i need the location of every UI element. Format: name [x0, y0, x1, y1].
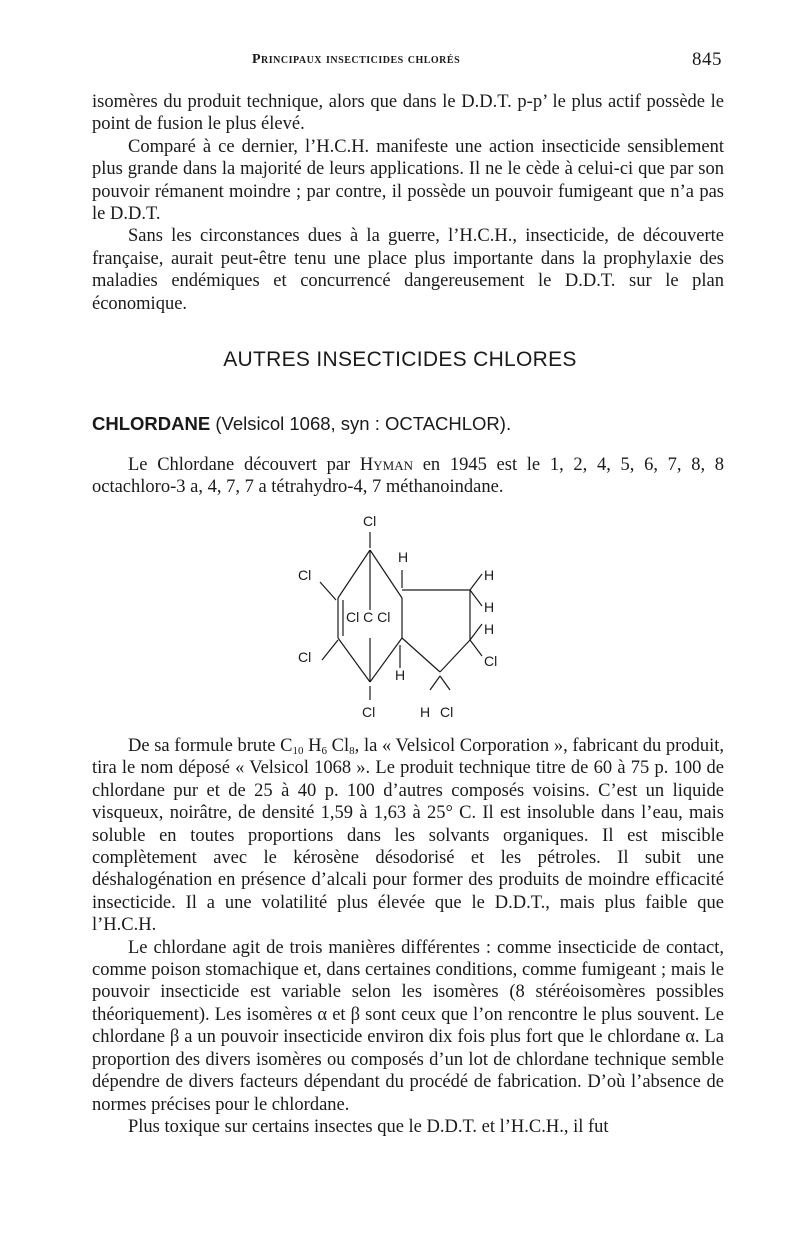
atom-cl-left-upper: Cl — [298, 567, 312, 583]
running-title: Principaux insecticides chlorés — [252, 52, 461, 67]
section-title: AUTRES INSECTICIDES CHLORES — [223, 348, 577, 371]
subscript-c: 10 — [292, 745, 304, 757]
atom-cl-left-lower: Cl — [298, 649, 312, 665]
discovery-text-after: en 1945 est le 1, 2, 4, 5, 6, 7, 8, 8 octachloro-3 a, 4, 7, 7 a tétrahydro-4, 7 méthanoindane. — [92, 455, 725, 498]
atom-h-bottom: H — [395, 667, 406, 683]
paragraph-toxicity: Plus toxique sur certains insectes que le D.D.T. et l’H.C.H., il fut — [128, 1116, 609, 1137]
subsection-name: CHLORDANE — [92, 413, 211, 434]
text-block-discovery — [92, 454, 724, 499]
subscript-cl: 8 — [349, 745, 355, 757]
atom-h-right-mid1: H — [484, 599, 495, 615]
formula-text-cl: Cl — [327, 736, 350, 756]
bridge-cl-c-cl: Cl C Cl — [346, 609, 391, 625]
subscript-h: 6 — [321, 745, 328, 757]
atom-cl-right-lower: Cl — [484, 653, 498, 669]
atom-cl-bottom-right: Cl — [440, 704, 454, 720]
paragraph-formula-properties — [92, 735, 724, 937]
properties-text: , la « Velsicol Corporation », fabricant du produit, tira le nom déposé « Velsicol 1068 ». Le produit technique titre de 60 à 75 p. 100 de chlordane pur et de 25 à 40 p. 100 d’autres composés voisins. C’est un liquide visqueux, noirâtre, de densité 1,59 à 1,63 à 25° C. Il est insoluble dans l’eau, mais soluble en toutes proportions dans les solvants organiques. Il est miscible complètement avec le kérosène désodorisé et les pétroles. Il subit une déshalogénation en présence d’alcali pour former des produits de moindre efficacité insecticide. Il a une volatilité plus élevée que le D.D.T., mais plus faible que l’H.C.H. — [92, 736, 724, 936]
paragraph-discovery — [92, 454, 724, 499]
author-name: Hyman — [359, 455, 413, 475]
atom-cl-bottom-left: Cl — [362, 704, 376, 720]
subsection-synonyms: (Velsicol 1068, syn : OCTACHLOR). — [215, 413, 512, 434]
chlordane-structural-formula — [270, 510, 530, 725]
subsection-heading — [92, 413, 732, 435]
text-block-properties — [92, 735, 724, 1138]
formula-text-h: H — [303, 736, 322, 756]
page-number: 845 — [692, 49, 722, 70]
atom-cl-top: Cl — [363, 513, 377, 529]
paragraph-modes-of-action: Le chlordane agit de trois manières différentes : comme insecticide de contact, comme poison stomachique et, dans certaines conditions, comme fumigeant ; mais le pouvoir insecticide est variable selon les isomères (8 stéréoisomères possibles théoriquement). Les isomères α et β sont ceux que l’on rencontre le plus souvent. Le chlordane β a un pouvoir insecticide environ dix fois plus fort que le chlordane α. La proportion des divers isomères ou composés d’un lot de chlordane technique semble dépendre de divers facteurs dépendant du procédé de fabrication. D’où l’absence de normes précises pour le chlordane. — [92, 937, 724, 1115]
atom-h-top: H — [398, 549, 409, 565]
paragraph-isomers: isomères du produit technique, alors que dans le D.D.T. p-p’ le plus actif possède le point de fusion le plus élevé. — [92, 92, 724, 135]
formula-text-c: De sa formule brute C — [128, 736, 293, 756]
paragraph-war-circumstances: Sans les circonstances dues à la guerre, l’H.C.H., insecticide, de découverte française, aurait peut-être tenu une place plus importante dans la prophylaxie des maladies endémiques et concurrencé dangereusement le D.D.T. sur le plan économique. — [92, 226, 724, 314]
discovery-text-before: Le Chlordane découvert par — [128, 455, 351, 475]
atom-h-bottom-right: H — [420, 704, 431, 720]
paragraph-comparison: Comparé à ce dernier, l’H.C.H. manifeste une action insecticide sensiblement plus grande dans la majorité de leurs applications. Il ne le cède à celui-ci que par son pouvoir rémanent moindre ; par contre, il possède un pouvoir fumigeant que n’a pas le D.D.T. — [92, 136, 724, 225]
text-block-hch-comparison — [92, 91, 724, 315]
atom-h-right-upper: H — [484, 567, 495, 583]
atom-h-right-mid2: H — [484, 621, 495, 637]
